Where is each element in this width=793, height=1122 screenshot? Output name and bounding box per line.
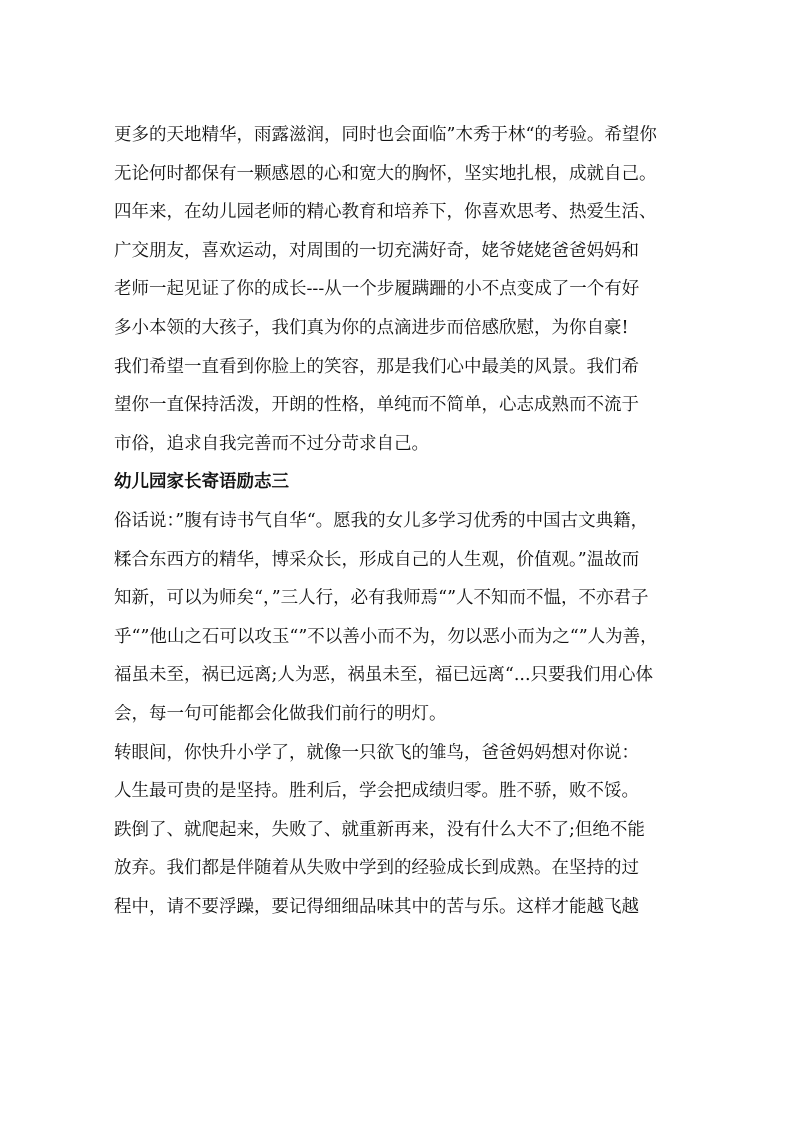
paragraph-line: 俗话说：”腹有诗书气自华“。愿我的女儿多学习优秀的中国古文典籍，: [114, 510, 649, 531]
paragraph-line: 四年来，在幼儿园老师的精心教育和培养下，你喜欢思考、热爱生活、: [114, 202, 657, 223]
paragraph-line: 程中，请不要浮躁，要记得细细品味其中的苦与乐。这样才能越飞越: [114, 896, 639, 917]
paragraph-line: 糅合东西方的精华，博采众长，形成自己的人生观，价值观。”温故而: [114, 549, 640, 570]
paragraph-line: 放弃。我们都是伴随着从失败中学到的经验成长到成熟。在坚持的过: [114, 858, 639, 879]
section-heading: 幼儿园家长寄语励志三: [114, 472, 289, 493]
paragraph-line: 望你一直保持活泼，开朗的性格，单纯而不简单，心志成熟而不流于: [114, 395, 639, 416]
paragraph-line: 多小本领的大孩子，我们真为你的点滴进步而倍感欣慰，为你自豪!: [114, 317, 629, 338]
paragraph-line: 知新，可以为师矣“，”三人行，必有我师焉“”人不知而不愠，不亦君子: [114, 588, 649, 609]
paragraph-line: 老师一起见证了你的成长---从一个步履蹒跚的小不点变成了一个有好: [114, 279, 640, 300]
paragraph-line: 广交朋友，喜欢运动，对周围的一切充满好奇，姥爷姥姥爸爸妈妈和: [114, 240, 639, 261]
paragraph-line: 我们希望一直看到你脸上的笑容，那是我们心中最美的风景。我们希: [114, 356, 639, 377]
paragraph-line: 福虽未至，祸已远离;人为恶，祸虽未至，福已远离“...只要我们用心体: [114, 665, 654, 686]
document-body: [114, 116, 684, 926]
paragraph-line: 更多的天地精华，雨露滋润，同时也会面临”木秀于林“的考验。希望你: [114, 125, 657, 145]
paragraph-line: 会，每一句可能都会化做我们前行的明灯。: [114, 703, 447, 724]
paragraph-line: 无论何时都保有一颗感恩的心和宽大的胸怀，坚实地扎根，成就自己。: [114, 163, 657, 184]
paragraph-line: 转眼间，你快升小学了，就像一只欲飞的雏鸟，爸爸妈妈想对你说：: [114, 742, 639, 763]
paragraph-line: 人生最可贵的是坚持。胜利后，学会把成绩归零。胜不骄，败不馁。: [114, 781, 639, 802]
paragraph-line: 跌倒了、就爬起来，失败了、就重新再来，没有什么大不了;但绝不能: [114, 819, 645, 840]
paragraph-line: 乎“”他山之石可以攻玉“”不以善小而不为，勿以恶小而为之“”人为善，: [114, 626, 658, 647]
paragraph-line: 市俗，追求自我完善而不过分苛求自己。: [114, 433, 429, 454]
